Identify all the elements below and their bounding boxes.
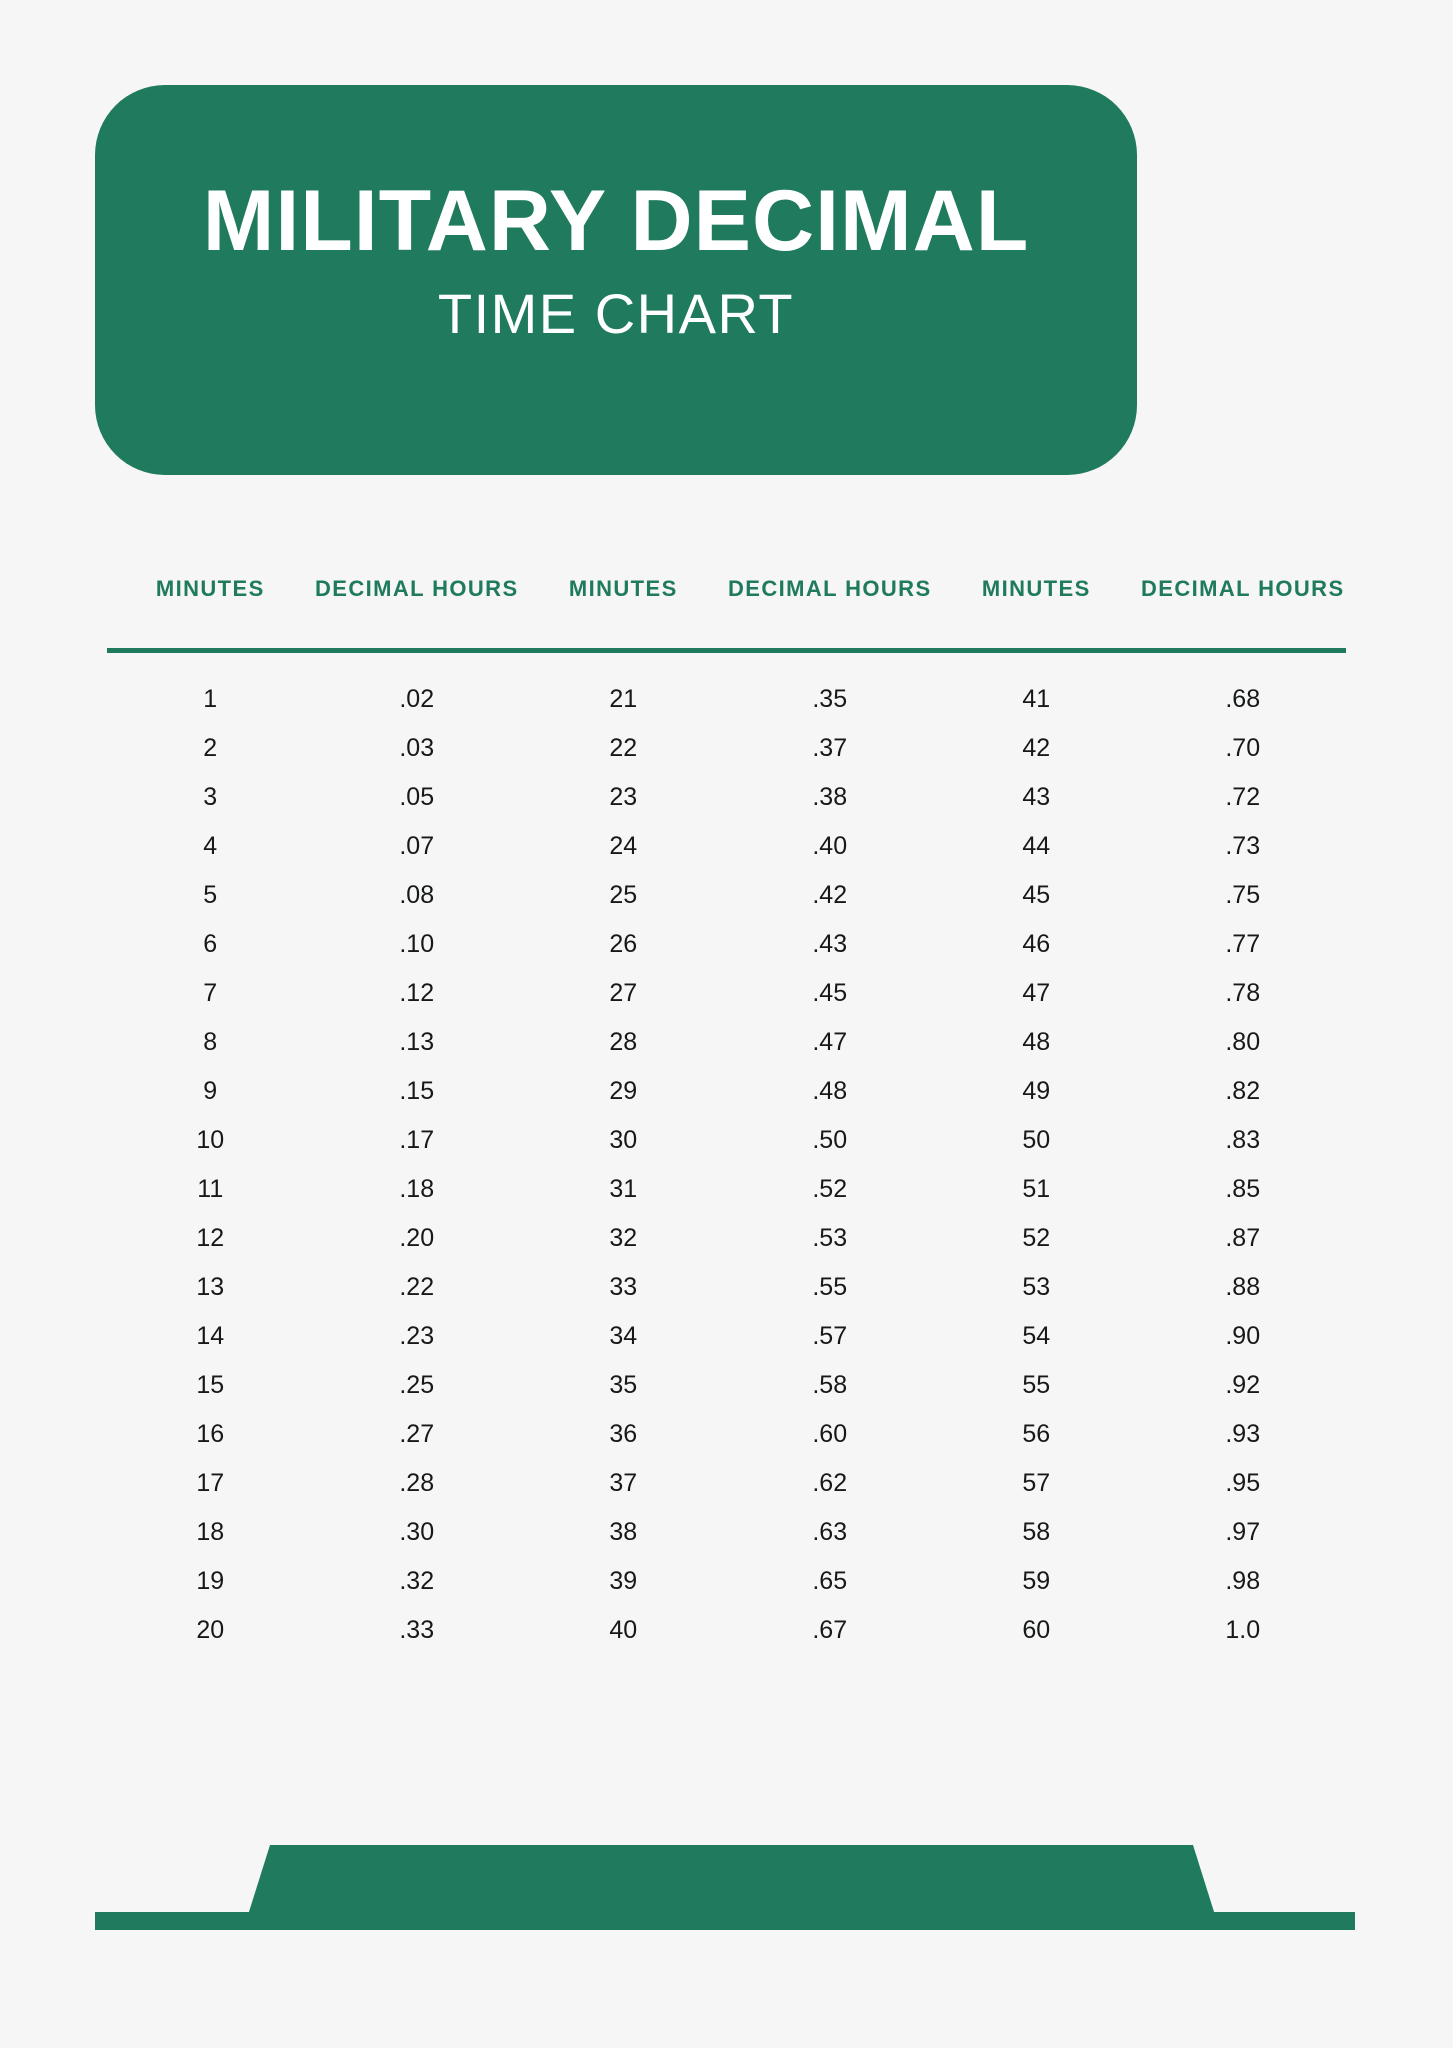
table-cell: 2 (203, 734, 218, 762)
table-cell: 20 (196, 1616, 225, 1644)
table-cell: 11 (197, 1175, 224, 1203)
page-title: MILITARY DECIMAL (202, 173, 1030, 269)
table-cell: .88 (1225, 1273, 1261, 1301)
table-cell: 55 (1022, 1371, 1051, 1399)
table-cell: .10 (399, 930, 435, 958)
table-cell: 6 (203, 930, 218, 958)
table-cell: 37 (609, 1469, 638, 1497)
table-cell: 47 (1022, 979, 1051, 1007)
table-cell: 9 (203, 1077, 218, 1105)
table-cell: 38 (609, 1518, 638, 1546)
table-cell: 17 (196, 1469, 225, 1497)
table-cell: 34 (609, 1322, 638, 1350)
table-cell: .50 (812, 1126, 848, 1154)
table-cell: .28 (399, 1469, 435, 1497)
table-cell: .47 (812, 1028, 848, 1056)
table-cell: 53 (1022, 1273, 1051, 1301)
table-cell: 49 (1022, 1077, 1051, 1105)
table-cell: 25 (609, 881, 638, 909)
table-cell: 43 (1022, 783, 1051, 811)
table-cell: .92 (1225, 1371, 1261, 1399)
table-row (107, 920, 1346, 969)
table-cell: 52 (1022, 1224, 1051, 1252)
table-cell: 7 (203, 979, 218, 1007)
table-cell: 32 (609, 1224, 638, 1252)
table-cell: 54 (1022, 1322, 1051, 1350)
table-cell: 5 (203, 881, 218, 909)
table-row (107, 724, 1346, 773)
table-cell: .80 (1225, 1028, 1261, 1056)
table-cell: .15 (399, 1077, 435, 1105)
table-cell: .13 (399, 1028, 435, 1056)
table-cell: .35 (812, 685, 848, 713)
table-cell: .48 (812, 1077, 848, 1105)
table-cell: 15 (196, 1371, 225, 1399)
table-row (107, 1508, 1346, 1557)
table-cell: .60 (812, 1420, 848, 1448)
table-cell: .25 (399, 1371, 435, 1399)
table-cell: .18 (399, 1175, 435, 1203)
table-cell: .30 (399, 1518, 435, 1546)
table-cell: 46 (1022, 930, 1051, 958)
table-row (107, 871, 1346, 920)
table-row (107, 1263, 1346, 1312)
table-cell: .20 (399, 1224, 435, 1252)
table-cell: 14 (196, 1322, 225, 1350)
page-subtitle: TIME CHART (437, 282, 795, 345)
table-cell: .75 (1225, 881, 1261, 909)
table-row (107, 1165, 1346, 1214)
chart-table (107, 548, 1346, 1655)
table-cell: 31 (609, 1175, 638, 1203)
table-cell: 1 (203, 685, 218, 713)
table-cell: .93 (1225, 1420, 1261, 1448)
table-cell: .45 (812, 979, 848, 1007)
table-cell: .67 (812, 1616, 848, 1644)
table-cell: 56 (1022, 1420, 1051, 1448)
footer-shape-icon (0, 1800, 1453, 1960)
table-cell: 19 (196, 1567, 225, 1595)
table-cell: .52 (812, 1175, 848, 1203)
table-row (107, 1557, 1346, 1606)
table-cell: .03 (399, 734, 435, 762)
table-row (107, 969, 1346, 1018)
column-header-minutes-3: MINUTES (981, 575, 1091, 601)
table-cell: .38 (812, 783, 848, 811)
table-cell: .33 (399, 1616, 435, 1644)
table-row (107, 1067, 1346, 1116)
table-cell: .07 (399, 832, 435, 860)
time-conversion-table (107, 548, 1346, 1655)
table-cell: 8 (203, 1028, 218, 1056)
table-cell: .95 (1225, 1469, 1261, 1497)
table-cell: .87 (1225, 1224, 1261, 1252)
table-cell: 50 (1022, 1126, 1051, 1154)
table-cell: 41 (1022, 685, 1051, 713)
table-cell: .22 (399, 1273, 435, 1301)
table-cell: 48 (1022, 1028, 1051, 1056)
table-cell: 21 (609, 685, 638, 713)
table-cell: 36 (609, 1420, 638, 1448)
table-cell: 59 (1022, 1567, 1051, 1595)
table-cell: .82 (1225, 1077, 1261, 1105)
table-row (107, 773, 1346, 822)
table-cell: .32 (399, 1567, 435, 1595)
table-cell: 33 (609, 1273, 638, 1301)
table-cell: .37 (812, 734, 848, 762)
table-row (107, 1361, 1346, 1410)
table-cell: 39 (609, 1567, 638, 1595)
table-cell: 10 (196, 1126, 225, 1154)
table-row (107, 1410, 1346, 1459)
table-cell: .40 (812, 832, 848, 860)
table-cell: 4 (203, 832, 218, 860)
table-cell: 35 (609, 1371, 638, 1399)
column-header-minutes-1: MINUTES (155, 575, 265, 601)
table-cell: .62 (812, 1469, 848, 1497)
table-cell: .97 (1225, 1518, 1261, 1546)
table-cell: 24 (609, 832, 638, 860)
table-cell: 44 (1022, 832, 1051, 860)
table-cell: .77 (1225, 930, 1261, 958)
table-cell: .27 (399, 1420, 435, 1448)
table-cell: .68 (1225, 685, 1261, 713)
table-cell: 23 (609, 783, 638, 811)
table-cell: .43 (812, 930, 848, 958)
table-cell: .12 (399, 979, 435, 1007)
table-row (107, 1116, 1346, 1165)
table-cell: .42 (812, 881, 848, 909)
table-header-row (107, 548, 1346, 648)
table-cell: .05 (399, 783, 435, 811)
table-cell: 30 (609, 1126, 638, 1154)
table-cell: .53 (812, 1224, 848, 1252)
table-cell: .55 (812, 1273, 848, 1301)
table-cell: .58 (812, 1371, 848, 1399)
table-cell: .78 (1225, 979, 1261, 1007)
table-cell: 22 (609, 734, 638, 762)
table-row (107, 1459, 1346, 1508)
table-cell: 29 (609, 1077, 638, 1105)
table-cell: 13 (196, 1273, 225, 1301)
table-row (107, 1312, 1346, 1361)
table-row (107, 1214, 1346, 1263)
table-cell: .23 (399, 1322, 435, 1350)
footer-trapezoid (248, 1845, 1215, 1915)
table-cell: 51 (1022, 1175, 1051, 1203)
table-cell: 57 (1022, 1469, 1051, 1497)
table-cell: .85 (1225, 1175, 1261, 1203)
column-header-decimal-hours-1: DECIMAL HOURS (314, 575, 519, 601)
table-cell: .83 (1225, 1126, 1261, 1154)
table-cell: 45 (1022, 881, 1051, 909)
header-banner (95, 85, 1137, 475)
table-cell: .17 (399, 1126, 435, 1154)
table-cell: .65 (812, 1567, 848, 1595)
table-body (107, 653, 1346, 1655)
table-row (107, 1606, 1346, 1655)
table-cell: 40 (609, 1616, 638, 1644)
table-head (107, 548, 1346, 653)
column-header-decimal-hours-2: DECIMAL HOURS (727, 575, 932, 601)
table-cell: .08 (399, 881, 435, 909)
table-cell: 16 (196, 1420, 225, 1448)
table-cell: 12 (196, 1224, 225, 1252)
table-cell: 1.0 (1225, 1616, 1261, 1644)
table-cell: 18 (196, 1518, 225, 1546)
table-cell: .57 (812, 1322, 848, 1350)
table-row (107, 653, 1346, 724)
footer-bar (95, 1912, 1355, 1930)
table-cell: .90 (1225, 1322, 1261, 1350)
table-cell: 3 (203, 783, 218, 811)
column-header-decimal-hours-3: DECIMAL HOURS (1140, 575, 1345, 601)
table-cell: .63 (812, 1518, 848, 1546)
table-cell: .98 (1225, 1567, 1261, 1595)
footer-decoration (0, 1800, 1453, 1960)
table-cell: 60 (1022, 1616, 1051, 1644)
table-row (107, 822, 1346, 871)
column-header-minutes-2: MINUTES (568, 575, 678, 601)
table-row (107, 1018, 1346, 1067)
table-cell: 58 (1022, 1518, 1051, 1546)
table-cell: 26 (609, 930, 638, 958)
table-cell: .02 (399, 685, 435, 713)
table-cell: .70 (1225, 734, 1261, 762)
table-cell: 27 (609, 979, 638, 1007)
table-cell: .73 (1225, 832, 1261, 860)
table-cell: 42 (1022, 734, 1051, 762)
table-cell: .72 (1225, 783, 1261, 811)
table-cell: 28 (609, 1028, 638, 1056)
